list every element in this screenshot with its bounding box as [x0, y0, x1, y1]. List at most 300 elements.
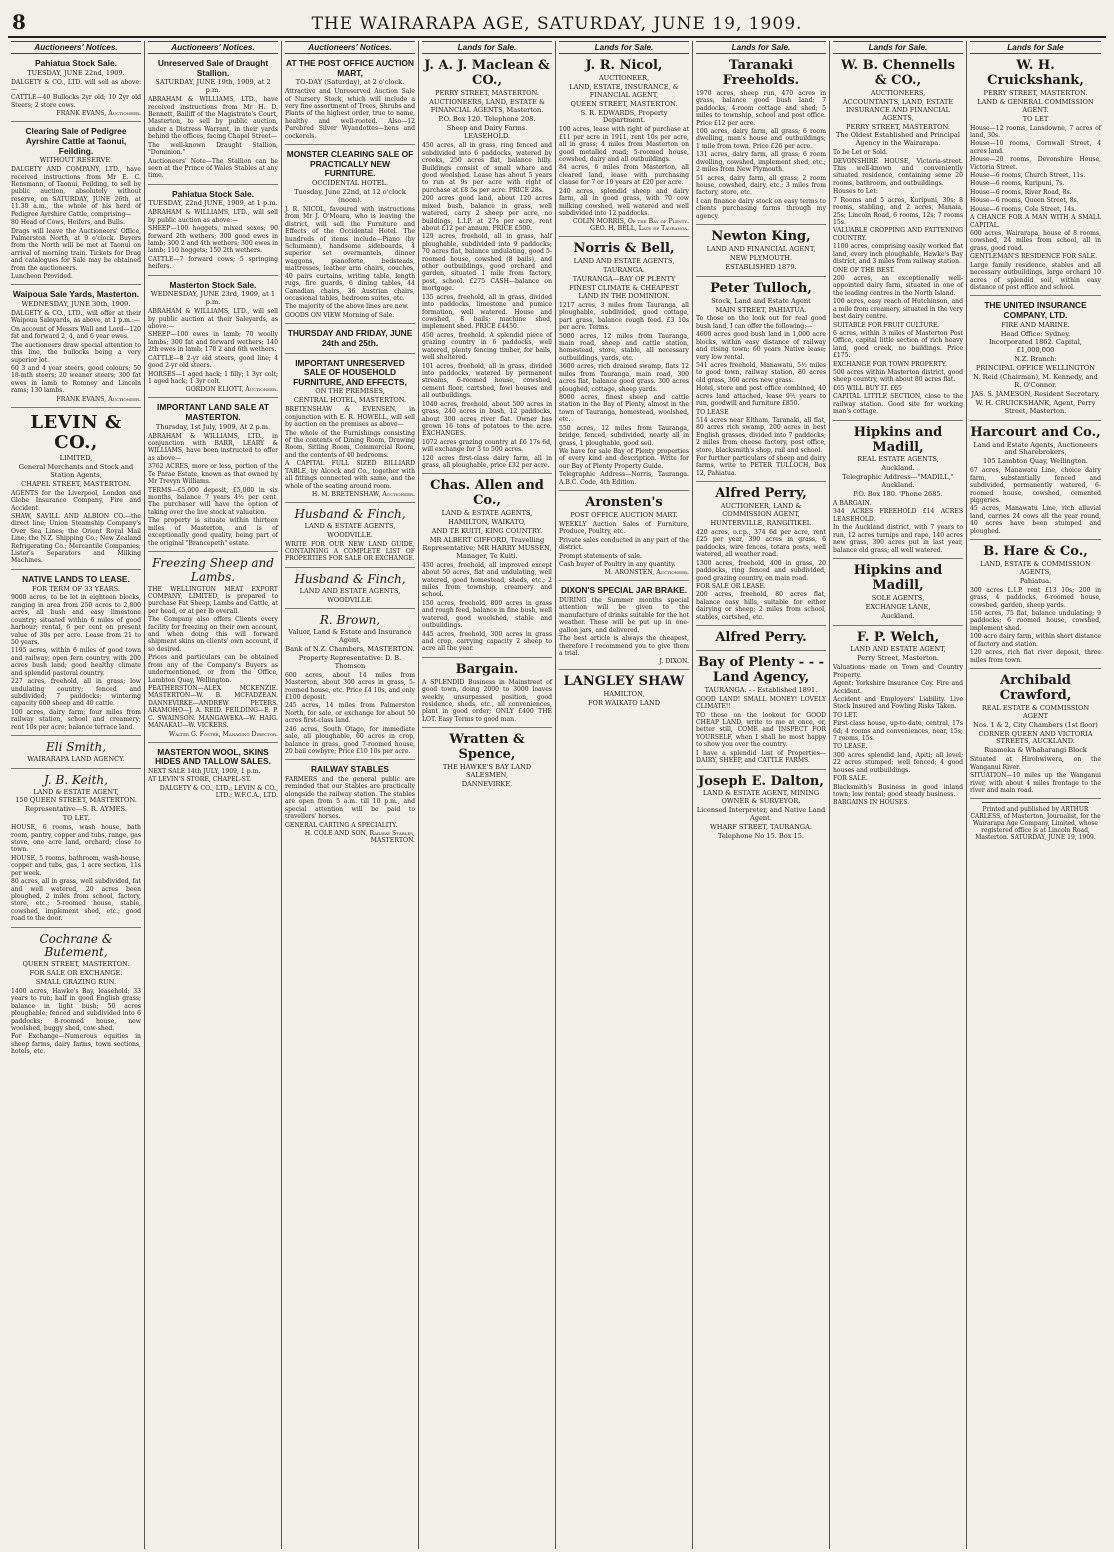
ad-text: 450 acres, all in grass, ring fenced and subdivided into 6 paddocks, watered by creeks, 250 acres flat, balance hilly. Buildings consist of small whare and good woolshed. Lease has about 5 years to run at 9s per acre with right of purchase at £8 5s per acre. PRICE 28s. — [422, 142, 552, 194]
ad-subheading: Auckland. — [881, 611, 915, 620]
advertisement — [833, 561, 963, 626]
ad-heading: Newton King, — [711, 229, 811, 245]
ad-heading: Joseph E. Dalton, — [698, 773, 824, 789]
ad-heading: Hipkins and Madill, — [853, 562, 943, 593]
advertisement — [833, 56, 963, 421]
ad-text: 246 acres, South Otago, for immediate sale, all ploughable, 60 acres in crop, balance in grass, good 7-roomed house, 20 bail cowbyre; Price £10 10s per acre. — [285, 725, 415, 755]
ad-subheading: WOODVILLE. — [327, 595, 373, 604]
column-header: Lands for Sale. — [833, 41, 963, 54]
ad-text: FEATHERSTON—ALEX MCKENZIE. MASTERTON—W. B. MCFADZEAN. DANNEVIRKE—ANDREW PETERS. ARAMOHO—J. A. REID. FEILDING—E. P. C. SWAINSON. MANGAWEKA—W. HAIG. MANAKAU—W. VICKERS. — [148, 685, 278, 730]
ad-text: DALGETY & CO., LTD., will offer at their Waipoua Saleyards, as above, at 1 p.m.:— — [11, 310, 141, 325]
page-number: 8 — [12, 10, 26, 34]
ad-subheading: FIRE AND MARINE. — [1001, 320, 1070, 329]
ad-subheading: ACCOUNTANTS, LAND, ESTATE INSURANCE AND FINANCIAL AGENTS, — [842, 97, 954, 122]
ad-text: J. R. NICOL, favoured with instructions from Mr J. O'Meara, who is leaving the district, will sell the Furniture and Effects of the Occidental Hotel. The hundreds of items include—Piano (by Schumann), handsome sideboards, 4 superior set overmantels, dinner waggons, pianoforte, bedsteads, mattresses, leather arm chairs, couches, 40 pairs curtains, writing table, length rugs, fire guards, 6 dining tables, 44 Canadian chairs, 36 Austrian chairs, occasional tables, bedroom suites, etc. — [285, 205, 415, 302]
ad-text: A BARGAIN. — [833, 499, 872, 507]
ad-subheading: Pahiatua. — [1019, 576, 1052, 585]
ad-text: The majority of the above lines are new. — [285, 303, 409, 311]
column-header: Auctioneers' Notices. — [285, 41, 415, 54]
ad-text: 541 acres freehold, Manawatu, 5½ miles to good town, railway station, 80 acres old grass, 360 acres new grass. — [696, 361, 826, 384]
advertisement — [148, 56, 278, 185]
ad-subheading: QUEEN STREET, MASTERTON. — [22, 960, 130, 969]
ad-subheading: PRINCIPAL OFFICE WELLINGTON — [975, 364, 1096, 373]
ad-subheading: LEASEHOLD. — [464, 132, 510, 141]
ad-text: 51 acres, dairy farm, all grass; 2 room house, cowshed, dairy, etc.; 3 miles from factory, store, etc. — [696, 174, 826, 197]
ad-text: Prompt statements of sale. — [559, 552, 642, 560]
ad-subheading: HAMILTON, WAIKATO, — [448, 518, 526, 527]
column-header: Lands for Sale — [970, 41, 1101, 54]
ad-text: 600 acres, about 14 miles from Masterton, about 300 acres in grass, 5-roomed house, etc. Price £4 10s, and only £100 deposit. — [285, 671, 415, 701]
ad-text: TO LEASE. — [833, 743, 868, 751]
column-5 — [556, 41, 693, 1549]
ad-text: 200 acres good land, about 120 acres mixed bush, balance in grass, well watered, carry 2 sheep per acre, no buildings, L.I.P. at 27s per acre, rent about £12 per annum. PRICE £500. — [422, 195, 552, 232]
advertisement — [148, 400, 278, 552]
advertisement — [970, 56, 1101, 296]
ad-subheading: WHARF STREET, TAURANGA. — [709, 823, 813, 832]
ad-subheading: General Merchants and Stock and Station Agents, — [18, 462, 134, 479]
ad-text: In the Auckland district, with 7 years to run, 12 acres turnips and rape, 140 acres new grass, 390 acres put in last year, balance old grass; all well watered. — [833, 524, 963, 554]
ad-text: THE WELLINGTON MEAT EXPORT COMPANY, LIMITED, is prepared to purchase Fat Sheep, Lambs and Cattle, at per head, or at per lb overall. — [148, 585, 278, 615]
ad-subheading: LAND, ESTATE & COMMISSION AGENTS, — [980, 560, 1091, 576]
ad-subheading: 105 Lambton Quay, Wellington. — [983, 457, 1088, 466]
ad-signature: Walter G. Foster, Managing Director. — [168, 730, 278, 738]
ad-text: Blacksmith's Business in good inland town; low rental; good steady business. — [833, 783, 963, 799]
ad-subheading: TO LET. — [62, 814, 90, 823]
advertisement — [833, 628, 963, 811]
ad-text: 3762 ACRES, more or less, portion of the Te Parae Estate, known as that owned by Mr Trevyn Williams. — [148, 463, 278, 486]
ad-heading: LEVIN & CO., — [30, 411, 122, 454]
ad-text: A CHANCE FOR A MAN WITH A SMALL CAPITAL. — [970, 214, 1101, 229]
ad-subheading: Incorporated 1862. Capital, £1,000,000 — [989, 338, 1082, 355]
ad-subheading: Tuesday, June 22nd, at 12 o'clock (noon). — [294, 188, 406, 204]
ad-text: DURING the Summer months special attention will be given to the manufacture of drinks suitable for the hot weather. These will be put up in one-gallon jars, and delivered. — [559, 597, 689, 634]
advertisement — [559, 583, 689, 670]
column-header: Lands for Sale. — [422, 41, 552, 54]
ad-text: CATTLE—40 Bullocks 2yr old; 10 2yr old Steers; 2 store cows. — [11, 94, 141, 109]
ad-subheading: Auckland. — [881, 464, 915, 473]
advertisement — [285, 762, 415, 848]
ad-heading: J. B. Keith, — [44, 772, 108, 787]
ad-subheading: Land and Estate Agents, Auctioneers and Sharebrokers, — [973, 440, 1098, 457]
ad-heading: J. A. J. Maclean & CO., — [424, 58, 550, 88]
newspaper-title: THE WAIRARAPA AGE, SATURDAY, JUNE 19, 1909. — [311, 14, 803, 34]
masthead — [8, 8, 1106, 38]
ad-subheading: LAND & ESTATE AGENTS, — [441, 509, 533, 518]
ad-subheading: AUCTIONEER, — [598, 73, 650, 82]
ad-subheading: WAIRARAPA LAND AGENCY. — [27, 754, 125, 763]
advertisement — [696, 227, 826, 277]
ad-subheading: S. R. EDWARDS, Property Department. — [580, 108, 668, 125]
ad-subheading: THE HAWKE'S BAY LAND SALESMEN, — [442, 763, 532, 780]
ad-text: ABRAHAM & WILLIAMS, LTD., will sell by public auction at their Saleyards, as above:— — [148, 308, 278, 331]
ad-text: Hotel, store and post office combined, 40 acres land attached, lease 9½ years to run, goodwill and furniture £850. — [696, 385, 826, 408]
ad-heading: B. Hare & Co., — [983, 544, 1088, 560]
ad-subheading: Perry Street, Masterton. — [857, 654, 939, 663]
ad-heading: W. H. Cruickshank, — [987, 58, 1084, 88]
ad-subheading: Telegraphic Address—"MADILL," Auckland. — [842, 473, 954, 490]
ad-signature: H. COLE AND SON, Railway Stables, MASTERTON. — [304, 829, 415, 844]
ad-text: ABRAHAM & WILLIAMS, LTD., will sell by public auction as above:— — [148, 209, 278, 224]
ad-subheading: LIMITED, — [59, 454, 93, 463]
ad-text: 131 acres, dairy farm, all grass; 6 room dwelling, cowshed, implement shed, etc.; 2 miles from New Plymouth. — [696, 151, 826, 174]
ad-heading: RAILWAY STABLES — [310, 764, 390, 775]
ad-subheading: Bank of N.Z. Chambers, MASTERTON. — [285, 645, 415, 654]
advertisement — [11, 287, 141, 407]
ad-text: 240 acres, splendid sheep and dairy farm, all in good grass, with 70 cow milking cowshed, well watered and well subdivided into 12 paddocks. — [559, 187, 689, 218]
ad-text: HORSES—1 aged hack; 1 filly; 1 3yr colt; 1 aged hack; 1 3yr colt. — [148, 370, 278, 385]
ad-signature: H. M. BRETENSHAW, Auctioneer. — [311, 490, 415, 498]
ad-text: 1100 acres, comprising easily worked flat land, every inch ploughable, Hawke's Bay district, and 3 miles from railway station. — [833, 243, 963, 266]
ad-text: TERMS—£5,000 deposit, £5,000 in six months, balance 7 years 4½ per cent. The purchaser will have the option of taking over the live stock at valuation. — [148, 486, 278, 516]
ad-signature: GORDON ELIOTT, Auctioneer. — [185, 386, 278, 394]
ad-text: TO LET. — [833, 711, 858, 719]
ad-subheading: TUESDAY, JUNE 22nd, 1909. — [27, 68, 125, 77]
ad-subheading: LAND & ESTATE AGENT, MINING OWNER & SURVEYOR. — [702, 789, 820, 806]
ad-text: We have for sale Bay of Plenty properties of every kind and description. Write for our Bay of Plenty Property Guide. — [559, 447, 689, 470]
ad-text: 200 acres, an exceptionally well-appointed dairy farm, situated in one of the leading centres in the North Island. — [833, 274, 963, 297]
ad-subheading: WITHOUT RESERVE. — [39, 156, 113, 165]
ad-subheading: The Oldest Established and Principal Agency in the Wairarapa. — [836, 131, 960, 148]
ad-heading: Alfred Perry, — [715, 486, 807, 502]
advertisement — [11, 930, 141, 1060]
ad-subheading: QUEEN STREET, MASTERTON. — [570, 99, 678, 108]
ad-subheading: WOODVILLE. — [327, 530, 373, 539]
ad-subheading: LAND & GENERAL COMMISSION AGENT. — [977, 97, 1094, 114]
ad-text: 60 3 and 4 year steers, good colours; 50 18-mth steers; 20 weaner steers; 300 fat ewes in lamb to Romney and Lincoln rams; 130 lambs. — [11, 364, 141, 395]
advertisement — [11, 124, 141, 285]
advertisement — [559, 672, 689, 712]
ad-heading: Archibald Crawford, — [999, 672, 1072, 703]
ad-text: SUITABLE FOR FRUIT CULTURE. — [833, 321, 940, 329]
advertisement — [285, 56, 415, 145]
ad-subheading: LAND AND ESTATE AGENTS, — [573, 257, 675, 266]
ad-heading: Taranaki Freeholds. — [722, 58, 800, 88]
ad-subheading: PERRY STREET, MASTERTON. — [435, 88, 539, 97]
ad-subheading: TAURANGA. — [603, 266, 645, 275]
ad-subheading: P.O. Box 180. 'Phone 2685. — [853, 490, 943, 499]
ad-text: 129 acres, freehold, all in grass, half ploughable, subdivided into 9 paddocks; 70 acres flat, balance undulating, good 5-roomed house, cowshed (8 bails), and other outbuildings, good orchard and garden, situated 1 mile from factory, post, school. £275 CASH—balance on mortgage. — [422, 233, 552, 293]
ad-text: 120 acres, rich flat river deposit, three miles from town. — [970, 649, 1101, 664]
column-7 — [830, 41, 967, 1549]
ad-subheading: N. Reid (Chairman), M. Kennedy, and R. O'Connor. — [973, 373, 1098, 390]
ad-signature: M. ARONSTEN, Auctioneer. — [604, 569, 689, 577]
advertisement — [11, 410, 141, 570]
ad-subheading: HAMILTON, — [603, 690, 645, 699]
ad-heading: Husband & Finch, — [294, 506, 406, 521]
ad-text: Auctioneers' Note—The Stallion can be seen at the Prince of Wales Stables at any time. — [148, 157, 278, 180]
column-8 — [967, 41, 1104, 1549]
ad-text: 550 acres, 12 miles from Tauranga, bridge, fenced, subdivided, nearly all in grass, 1 ploughable, good soil. — [559, 424, 689, 447]
advertisement — [833, 423, 963, 559]
ad-subheading: CORNER QUEEN AND VICTORIA STREETS, AUCKLAND. — [978, 729, 1093, 746]
ad-text: Valuations made on Town and Country Property. — [833, 664, 963, 679]
ad-text: WRITE FOR OUR NEW LAND GUIDE, CONTAINING A COMPLETE LIST OF PROPERTIES FOR SALE OR EXCHANGE. — [285, 540, 415, 563]
column-1 — [8, 41, 145, 1549]
advertisement — [696, 628, 826, 651]
ad-heading: Hipkins and Madill, — [853, 424, 943, 455]
ad-text: A CAPITAL FULL SIZED BILLIARD TABLE, by Alcock and Co., together with all fittings connected with same, and the whole of the seating around room. — [285, 460, 415, 490]
ad-subheading: Nos. 1 & 2, City Chambers (1st floor) — [973, 720, 1098, 729]
ad-text: 4600 acres good bush land in 1,000 acre blocks, within easy distance of railway and rising town; 60 years Native lease; very low rental. — [696, 331, 826, 361]
ad-text: 1217 acres, 3 miles from Tauranga, all ploughable, subdivided, good cottage, part grass, balance rough feed. £3 10s per acre. Terms. — [559, 301, 689, 332]
ad-text: Drags will leave the Auctioneers' Office, Palmerston North, at 9 o'clock. Buyers from the North will be met at Taonui on arrival of morning train. Tickets for Drag and catalogues for Sale may be obtained from the auctioneers. — [11, 227, 141, 272]
advertisement — [148, 187, 278, 276]
ad-heading: Eli Smith, — [45, 740, 107, 755]
ad-text: House—6 rooms, River Road, 8s. — [970, 188, 1072, 196]
ad-text: GENERAL CARTING A SPECIALITY. — [285, 821, 398, 829]
ad-text: 6 acres, within 3 miles of Masterton Post Office, capital little section of rich heavy land, good creek, no buildings. Price £175. — [833, 329, 963, 360]
ad-text: The well-known Draught Stallion, "Dominion." — [148, 141, 278, 157]
ad-subheading: LAND & ESTATE AGENT, — [33, 787, 119, 796]
advertisement — [11, 56, 141, 122]
ad-text: Telegraphic Address—Norris, Tauranga. A.B.C. Code, 4th Edition. — [559, 471, 689, 486]
column-header: Lands for Sale. — [559, 41, 689, 54]
ad-text: 8000 acres, finest sheep and cattle station in the Bay of Plenty, almost in the town of Tauranga, homestead, woolshed, etc. — [559, 393, 689, 424]
ad-subheading: CENTRAL HOTEL, MASTERTON. — [293, 396, 407, 405]
ad-heading: DIXON'S SPECIAL JAR BRAKE. — [560, 585, 688, 596]
ad-text: 100 acres, dairy farm, all grass; 6 room dwelling, man's house and outbuildings; 1 mile from town. Price £26 per acre. — [696, 127, 826, 150]
ad-text: TO LEASE — [696, 408, 729, 416]
ad-subheading: SATURDAY, JUNE 19th, 1909, at 2 p.m. — [155, 78, 271, 95]
ad-text: BARGAINS IN HOUSES. — [833, 799, 910, 807]
ad-text: 150 acres, 75 flat, balance undulating; 9 paddocks; 6 roomed house, cowshed, implement shed. — [970, 610, 1101, 632]
ad-subheading: N.Z. Branch: — [1014, 355, 1057, 364]
ad-text: VALUABLE CROPPING AND FATTENING COUNTRY. — [833, 227, 963, 242]
ad-subheading: FINEST CLIMATE & CHEAPEST LAND IN THE DOMINION. — [569, 284, 679, 300]
ad-text: 135 acres, freehold, all in grass, divided into paddocks, limestone and pumice formation, well watered. House and cowshed, 8 bails; machine shed, implement shed. PRICE £4450. — [422, 293, 552, 331]
advertisement — [559, 493, 689, 581]
ad-text: Accident and Employers' Liability. Live Stock Insured and Fowling Risks Taken. — [833, 695, 963, 711]
ad-text: House—10 rooms, Cornwall Street, 4 acres land. — [970, 140, 1101, 155]
advertisement — [11, 572, 141, 736]
ad-text: 420 acres, o.r.p., 374 6d per acre, rent £25 per year, 390 acres in grass, 6 paddocks, wire fences, totara posts, well watered, all weather road. — [696, 528, 826, 559]
ad-text: 227 acres, freehold, all in grass; low undulating country; fenced and subdivided; 7 paddocks; wintering capacity 600 sheep and 40 cattle. — [11, 678, 141, 708]
column-4 — [419, 41, 556, 1549]
advertisement — [970, 423, 1101, 540]
columns — [8, 41, 1106, 1549]
advertisement — [696, 56, 826, 225]
ad-text: 150 acres, freehold, 800 acres in grass and rough feed, balance in fine bush, well watered, good woolshed, stable and outbuildings. — [422, 599, 552, 630]
ad-subheading: Sheep and Dairy Farms. — [446, 123, 528, 132]
ad-text: Situated at Hirohwiwera, on the Wanganui River. — [970, 756, 1101, 771]
ad-heading: F. P. Welch, — [856, 629, 940, 645]
ad-text: 1040 acres, freehold, about 500 acres in grass, 240 acres in bush, 12 paddocks, about 300 acres river flat. Owner has grown 16 tons of potatoes to the acre. EXCHANGES. — [422, 400, 552, 438]
ad-heading: Norris & Bell, — [573, 241, 675, 257]
ad-text: 100 acres, easy reach of Hutchinson, and a mile from creamery, situated in the very best dairy centre. — [833, 298, 963, 321]
ad-text: CATTLE—7 forward cows; 5 springing heifers. — [148, 255, 278, 271]
ad-text: BRETENSHAW & EVENSEN, in conjunction with E. R. HOWELL, will sell by auction on the premises as above— — [285, 406, 415, 429]
advertisement — [696, 653, 826, 770]
ad-text: FARMERS and the general public are reminded that our Stables are practically alongside the railway station. The stables are open from 5 a.m. till 10 p.m., and special attention will be paid to travellers' horses. — [285, 776, 415, 821]
divider-rule — [982, 802, 1089, 803]
ad-subheading: REAL ESTATE & COMMISSION AGENT — [981, 703, 1090, 720]
ad-signature: COLIN MORRIS, Of the Bay of Plenty. GEO. H. BELL, Late of Tauranga. — [572, 218, 689, 233]
column-6 — [693, 41, 830, 1549]
advertisement — [559, 239, 689, 491]
ad-text: 80 acres, all in grass, well subdivided, fat and well watered, 20 acres been ploughed, 2 miles from school, factory, store, etc.; 5-roomed house, stable, cowshed, implement shed, etc.; good road to the door. — [11, 878, 141, 923]
ad-subheading: JAS. S. JAMESON, Resident Secretary. — [971, 389, 1100, 398]
ad-subheading: ESTABLISHED 1879. — [725, 262, 797, 271]
ad-text: 445 acres, freehold, 300 acres in grass and crop, carrying capacity 2 sheep to acre all the year. — [422, 630, 552, 653]
ad-heading: IMPORTANT UNRESERVED SALE OF HOUSEHOLD FURNITURE, AND EFFECTS, — [293, 357, 407, 387]
ad-subheading: Property Representative: D. B. Thomson — [298, 653, 402, 670]
ad-subheading: POST OFFICE AUCTION MART. — [570, 510, 678, 519]
ad-subheading: TUESDAY, 22nd JUNE, 1909, at 1 p.m. — [148, 199, 278, 208]
advertisement — [422, 660, 552, 728]
ad-subheading: REAL ESTATE AGENTS, — [857, 455, 939, 464]
advertisement — [11, 771, 141, 928]
ad-heading: Unreserved Sale of Draught Stallion. — [157, 58, 269, 78]
ad-heading: Bay of Plenty - - - Land Agency, — [697, 654, 825, 685]
ad-text: GOOD LAND! SMALL MONEY! LOVELY CLIMATE!! — [696, 695, 826, 711]
ad-text: DEVONSHIRE HOUSE, Victoria-street. This well-known and conveniently situated residence, containing some 20 rooms, bathroom, and outbuildings. — [833, 157, 963, 187]
column-3 — [282, 41, 419, 1549]
ad-subheading: Thursday, 1st July, 1909, At 2 p.m. — [155, 422, 271, 431]
ad-text: 245 acres, 14 miles from Palmerston North, for sale, or exchange for about 50 acres first-class land. — [285, 702, 415, 725]
advertisement — [696, 484, 826, 626]
ad-text: Houses to Let: — [833, 188, 878, 196]
ad-text: SHEEP—100 ewes in lamb; 70 woolly lambs; 300 fat and forward wethers; 140 2th ewes in lamb; 170 2 and 6th wethers. — [148, 331, 278, 354]
ad-text: 67 acres, Manawatu Line, choice dairy farm, substantially fenced and subdivided, permanently watered, 6-roomed house, cowshed, cemented piggeries. — [970, 467, 1101, 504]
ad-subheading: AUCTIONEERS, LAND, ESTATE & FINANCIAL AGENTS, Masterton. — [429, 97, 545, 114]
ad-subheading: Telephone No 15. Box 15. — [717, 832, 804, 841]
ad-text: 344 ACRES FREEHOLD £14 ACRES LEASEHOLD. — [833, 508, 963, 523]
ad-text: 45 acres, Manawatu Line, rich alluvial land, carries 24 cows all the year round, 40 acres have been stumped and ploughed. — [970, 505, 1101, 535]
ad-subheading: AUCTIONEERS, — [870, 88, 926, 97]
ad-subheading: PERRY STREET, MASTERTON. — [983, 88, 1088, 97]
ad-heading: J. R. Nicol, — [585, 58, 663, 73]
ad-heading: Husband & Finch, — [294, 571, 406, 586]
advertisement — [285, 570, 415, 610]
ad-text: 514 acres near Eltham, Taranaki, all flat, 80 acres rich swamp, 200 acres in best English grasses, divided into 7 paddocks; 2 miles from cheese factory, post office, store, blacksmith's shop, rail and school. — [696, 416, 826, 454]
ad-subheading: LAND, ESTATE, INSURANCE, & FINANCIAL AGENT, — [569, 82, 679, 99]
advertisement — [422, 730, 552, 793]
ad-text: Private sales conducted in any part of the district. — [559, 536, 689, 552]
ad-heading: Chas. Allen and Co., — [430, 478, 544, 509]
column-header: Lands for Sale. — [696, 41, 826, 54]
ad-text: A SPLENDID Business in Mainstreet of good town, doing 2000 to 3000 loaves weekly, unsurpassed position, good residence, sheds, etc., all conveniences, plant in good order; ONLY £400 THE LOT. Easy Terms to good man. — [422, 678, 552, 723]
ad-text: The auctioneers draw special attention to this line, the bullocks being a very superior lot. — [11, 341, 141, 364]
ad-text: Prices and particulars can be obtained from any of the Company's Buyers as undermentioned, or from the Office, Lambton Quay, Wellington. — [148, 654, 278, 684]
ad-subheading: LAND AND ESTATE AGENTS, — [299, 586, 401, 595]
ad-subheading: Valuer, Land & Estate and Insurance Agent, — [288, 628, 412, 645]
advertisement — [559, 56, 689, 237]
ad-text: On account of Messrs Wall and Lord—120 fat and forward 2, 4, and 6 year ewes. — [11, 325, 142, 341]
ad-subheading: AUCTIONEER, LAND & COMMISSION AGENT, — [720, 502, 802, 519]
ad-text: Large family residence, stables and all necessary outbuildings, large orchard 10 acres of splendid soil, within easy distance of post office and school. — [970, 261, 1101, 291]
ad-text: House—6 rooms, Kuripuni, 7s. — [970, 180, 1065, 188]
ad-text: 1300 acres, freehold, 400 in grass, 20 paddocks, ring fenced and subdivided, good grazing country, on main road. — [696, 559, 826, 582]
ad-heading: Peter Tulloch, — [710, 280, 812, 296]
ad-text: DALGETY & CO., LTD. will sell as above:— — [11, 78, 141, 93]
ad-text: NEXT SALE 14th JULY, 1909, 1 p.m. — [148, 767, 261, 775]
ad-text: 84 acres, 6 miles from Masterton, all cleared land, lease with purchasing clause for 7 or 10 years at £20 per acre. — [559, 164, 689, 187]
ad-text: 1400 acres, Hawke's Bay, leasehold; 33 years to run; half in good English grass; balance in light bush; 50 acres ploughable; fenced and subdivided into 6 paddocks; 8-roomed house, new woolshed, buggy shed, cow-shed. — [11, 987, 141, 1033]
ad-heading: LANGLEY SHAW — [563, 674, 685, 690]
ad-text: 120 acres first-class dairy farm, all in grass, all ploughable, price £32 per acre. — [422, 454, 552, 470]
ad-text: FOR SALE. — [833, 775, 868, 783]
ad-signature: DALGETY & CO., LTD.; LEVIN & CO., LTD.; W.F.C.A., LTD. — [159, 784, 278, 799]
ad-text: CAPITAL LITTLE SECTION, close to the railway station. Good site for working man's cottage. — [833, 393, 963, 416]
advertisement — [285, 611, 415, 760]
ad-subheading: NEW PLYMOUTH. — [729, 253, 793, 262]
ad-heading: Wratten & Spence, — [449, 732, 525, 763]
ad-subheading: DANNEVIRKE. — [461, 779, 513, 788]
ad-heading: Pahiatua Stock Sale. — [172, 188, 254, 199]
ad-text: 80 Head of Cows, Heifers, and Bulls. — [11, 219, 125, 227]
ad-text: 300 acres L.I.P. rent £13 10s; 200 in grass, 4 paddocks, 6-roomed house, cowshed, garden, sheep yards. — [970, 586, 1101, 609]
ad-heading: Bargain. — [455, 661, 519, 677]
ad-text: House—12 rooms, Lansdowne, 7 acres of land, 30s. — [970, 124, 1101, 139]
ad-signature: J. DIXON. — [659, 658, 689, 666]
ad-subheading: FOR SALE OR EXCHANGE. — [29, 969, 123, 978]
ad-text: SITUATION—10 miles up the Wanganui river, with about 4 miles frontage to the river and main road. — [970, 772, 1101, 794]
ad-subheading: HUNTERVILLE, RANGITIKEI. — [710, 519, 812, 528]
ad-subheading: Head Office: Sydney. — [1000, 329, 1071, 338]
ad-subheading: Stock, Land and Estate Agent — [711, 296, 811, 305]
ad-text: GOODS ON VIEW Morning of Sale. — [285, 311, 395, 319]
ad-text: SHEEP—100 hoggets, mixed sexes; 90 forward 2th wethers; 300 good ewes in lamb; 300 2 and 4th wethers; 300 ewes in lamb; 110 hoggets; 150 2th wethers. — [148, 225, 278, 255]
ad-text: WEEKLY Auction Sales of Furniture, Produce, Poultry, etc. — [559, 520, 689, 536]
ad-heading: Waipoua Sale Yards, Masterton. — [12, 289, 140, 300]
ad-text: For further particulars of sheep and dairy farms, write to PETER TULLOCH, Box 12, Pahiatua. — [696, 455, 826, 477]
ad-text: To be Let or Sold. — [833, 149, 888, 157]
advertisement — [148, 745, 278, 803]
ad-text: 300 acres splendid land, Apiti; all level; 22 acres stumped; well fenced; 4 good houses and outbuildings. — [833, 751, 963, 774]
ad-text: To those on the look out for real good bush land, I can offer the following:— — [696, 315, 826, 330]
advertisement — [422, 476, 552, 657]
ad-text: AT LEVIN'S STORE, CHAPEL-ST. — [148, 776, 251, 784]
advertisement — [970, 542, 1101, 669]
ad-subheading: Licensed Interpreter, and Native Land Agent. — [696, 806, 826, 823]
ad-heading: THE UNITED INSURANCE COMPANY, LTD. — [984, 300, 1087, 321]
advertisement — [696, 772, 826, 845]
advertisement — [970, 298, 1101, 420]
ad-text: House—6 rooms, Queen Street, 8s. — [970, 197, 1079, 205]
ad-subheading: P.O. Box 120. Telephone 208. — [438, 114, 536, 123]
ad-text: FOR SALE OR LEASE. — [696, 582, 766, 590]
ad-text: I have a splendid List of Properties—DAIRY, SHEEP, and CATTLE FARMS. — [696, 749, 826, 765]
ad-signature: FRANK EVANS, Auctioneer. — [56, 395, 141, 403]
advertisement — [285, 147, 415, 324]
advertisement — [285, 505, 415, 568]
advertisement — [148, 554, 278, 743]
ad-subheading: EXCHANGE LANE, — [865, 602, 931, 611]
ad-subheading: TO LET — [1022, 114, 1049, 123]
ad-subheading: PERRY STREET, MASTERTON. — [846, 122, 950, 131]
ad-text: GENTLEMAN'S RESIDENCE FOR SALE. — [970, 253, 1098, 261]
ad-text: 100 acre dairy farm, within short distance of factory and station. — [970, 633, 1101, 648]
advertisement — [970, 671, 1101, 799]
column-2 — [145, 41, 282, 1549]
ad-text: 5000 acres, 12 miles from Tauranga, main road, sheep and cattle station, homestead, store, stable, all necessary outbuildings, yards, etc. — [559, 332, 689, 362]
advertisement — [285, 326, 415, 353]
ad-text: SHAW, SAVILL AND ALBION CO.—the direct line; Union Steamship Company's Over Sea Lines; the Orient Royal Mail Line; the N.Z. Shipping Co.; New Zealand Refrigerating Co.; Mercantile Companies; Lister's Separators and Milking Machines. — [11, 512, 141, 565]
ad-heading: MASTERTON WOOL, SKINS HIDES AND TALLOW SALES. — [155, 746, 271, 767]
ad-heading: THURSDAY AND FRIDAY, JUNE 24th and 25th. — [287, 328, 413, 348]
ad-heading: Alfred Perry. — [715, 630, 807, 646]
ad-subheading: TAURANGA. - - Established 1891. — [704, 685, 818, 694]
ad-subheading: LAND AND FINANCIAL AGENT, — [706, 244, 816, 253]
ad-text: HOUSE, 6 rooms, wash house, bath room, pantry, copper and tubs, range, gas stove, one acre land, orchard; close to town. — [11, 824, 141, 854]
ad-subheading: TO-DAY (Saturday), at 2 o'clock. — [295, 78, 405, 87]
ad-subheading: W. H. CRUICKSHANK, Agent, Perry Street, Masterton. — [975, 398, 1096, 415]
ad-text: 101 acres, freehold, all in grass, divided into paddocks, watered by permanent streams, 6-roomed house, cowshed, cement floor, cartshed, fowl houses and all outbuildings. — [422, 362, 552, 400]
ad-text: Agent: Yorkshire Insurance Coy. Fire and Accident. — [833, 680, 963, 695]
ad-text: 450 acres, freehold, all improved except about 50 acres, flat and undulating, well watered, good homestead, sheds, etc.; 2 miles from township, creamery and school. — [422, 561, 552, 599]
ad-text: House—6 rooms, Cole Street, 14s. — [970, 205, 1077, 213]
ad-text: ABRAHAM & WILLIAMS, LTD., have received instructions from Mr H. D. Bennett, Bailiff of the Magistrate's Court, Masterton, to sell by public auction, under a Distress Warrant, in their yards behind the offices, facing Chapel Street— — [148, 96, 278, 141]
